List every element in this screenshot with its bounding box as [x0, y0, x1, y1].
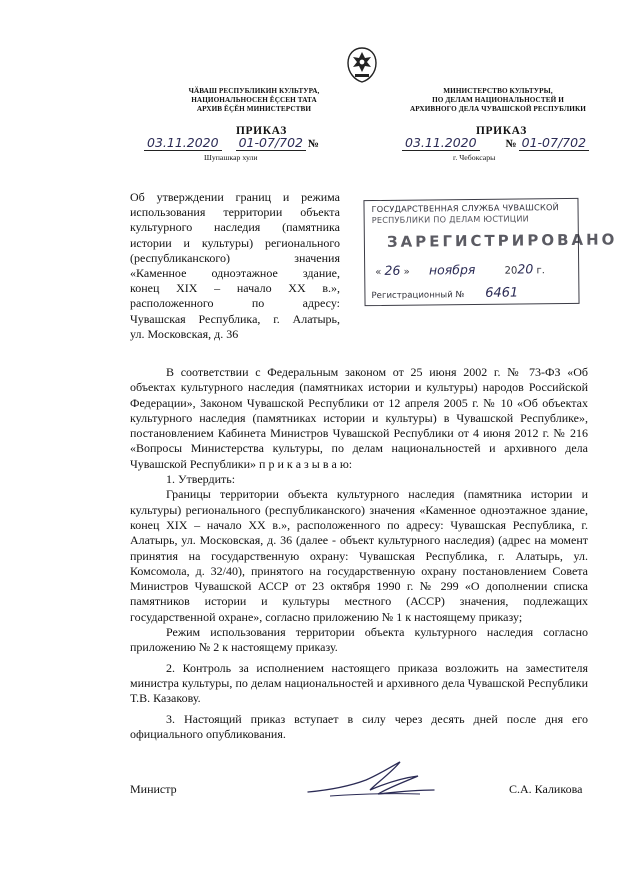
order-body — [130, 365, 588, 742]
item-3-paragraph: 3. Настоящий приказ вступает в силу через десять дней после дня его официального опубликования. — [130, 711, 588, 741]
stamp-reg-number — [371, 286, 518, 303]
item-1-paragraph: 1. Утвердить: — [166, 472, 236, 487]
stamp-line-1: ГОСУДАРСТВЕННАЯ СЛУЖБА ЧУВАШСКОЙ — [371, 202, 559, 215]
header-left-line-2: НАЦИОНАЛЬНОСЕН ĔҪСЕН ТАТА — [191, 96, 317, 104]
header-right-line-2: ПО ДЕЛАМ НАЦИОНАЛЬНОСТЕЙ И — [432, 96, 564, 104]
stamp-year-unit: г. — [536, 265, 545, 277]
subject-line: культурного наследия (памятника — [130, 220, 340, 235]
number-sign-right: № — [505, 138, 517, 150]
order-subject — [130, 190, 340, 342]
order-date-number-left — [144, 136, 319, 151]
number-sign-left: № — [307, 138, 320, 150]
order-title-right: ПРИКАЗ — [476, 125, 527, 137]
stamp-day: 26 — [384, 262, 401, 278]
subject-line: конец XIX – начало XX в.», — [130, 281, 340, 296]
order-title-left: ПРИКАЗ — [236, 125, 287, 137]
stamp-month: ноября — [428, 261, 476, 278]
stamp-line-2: РЕСПУБЛИКИ ПО ДЕЛАМ ЮСТИЦИИ — [371, 213, 530, 226]
subject-line: Об утверждении границ и режима — [130, 190, 340, 204]
ministry-name-russian — [398, 87, 598, 114]
signatory-title: Министр — [130, 782, 177, 796]
order-number-left: 01-07/702 — [236, 136, 306, 151]
subject-line: Чувашская Республика, г. Алатырь, — [130, 311, 340, 326]
order-number-right: 01-07/702 — [519, 136, 589, 151]
stamp-quote-close: » — [403, 266, 410, 278]
subject-line: «Каменное одноэтажное здание, — [130, 266, 340, 281]
registration-stamp — [363, 198, 618, 306]
stamp-quote-open: « — [375, 266, 382, 279]
header-left-line-1: ЧӐВАШ РЕСПУБЛИКИН КУЛЬТУРА, — [188, 87, 320, 95]
signatory-name: С.А. Каликова — [509, 782, 583, 796]
subject-line: расположенного по адресу: — [130, 296, 340, 311]
ministry-name-chuvash — [154, 87, 354, 114]
subject-line: ул. Московская, д. 36 — [130, 326, 239, 341]
city-russian: г. Чебоксары — [453, 153, 496, 162]
stamp-reg-value: 6461 — [485, 285, 519, 301]
subject-line: истории и культуры) регионального — [130, 235, 340, 250]
stamp-reg-label: Регистрационный № — [371, 290, 465, 302]
order-date-left: 03.11.2020 — [144, 136, 222, 151]
stamp-registered: ЗАРЕГИСТРИРОВАНО — [386, 230, 618, 251]
order-date-number-right — [402, 136, 589, 151]
item-2-paragraph: 2. Контроль за исполнением настоящего приказа возложить на заместителя министра культуры, по делам национальностей и архивного дела Чувашской Республики Т.В. Казакову. — [130, 660, 588, 706]
stamp-year-prefix: 20 — [504, 265, 518, 277]
state-emblem-icon — [345, 46, 379, 84]
header-left-line-3: АРХИВ ĔҪĔН МИНИСТЕРСТВИ — [196, 105, 312, 113]
subject-line: (республиканского) значения — [130, 250, 340, 265]
header-right-line-3: АРХИВНОГО ДЕЛА ЧУВАШСКОЙ РЕСПУБЛИКИ — [410, 105, 586, 113]
handwritten-signature-icon — [300, 756, 440, 804]
preamble-paragraph: В соответствии с Федеральным законом от 25 июня 2002 г. № 73-ФЗ «Об объектах культурного наследия (памятниках истории и культуры) народов Российской Федерации», Законом Чувашской Республики от 12 апреля 2005 г. № 10 «Об объектах культурного наследия (памятниках истории и культуры) в Чувашской Республике», постановлением Кабинета Министров Чувашской Республики от 4 июня 2012 г. № 216 «Вопросы Министерства культуры, по делам национальностей и архивного дела Чувашской Республики» п р и к а з ы в а ю: — [130, 365, 588, 471]
header-right-line-1: МИНИСТЕРСТВО КУЛЬТУРЫ, — [443, 87, 553, 95]
regime-paragraph: Режим использования территории объекта культурного наследия согласно приложению № 2 к настоящему приказу. — [130, 625, 588, 655]
stamp-year-suffix: 20 — [517, 261, 534, 277]
city-chuvash: Шупашкар хули — [204, 153, 258, 162]
boundaries-paragraph: Границы территории объекта культурного наследия (памятника истории и культуры) регионального (республиканского) значения «Каменное одноэтажное здание, конец XIX – начало XX в.», расположенного по адресу: Чувашская Республика, г. Алатырь, ул. Московская, д. 36 (далее - объект культурного наследия) (адрес на момент принятия на государственную охрану: Чувашская Республика, г. Алатырь, ул. Комсомола, д. 32/40), принятого на государственную охрану постановлением Совета Министров Чувашской АССР от 23 октября 1990 г. № 299 «О дополнении списка памятников истории и культуры местного (АССР) значения, подлежащих государственной охране», согласно приложению № 1 к настоящему приказу; — [130, 487, 588, 624]
order-date-right: 03.11.2020 — [402, 136, 480, 151]
subject-line: использования территории объекта — [130, 205, 340, 220]
stamp-date — [375, 261, 545, 278]
